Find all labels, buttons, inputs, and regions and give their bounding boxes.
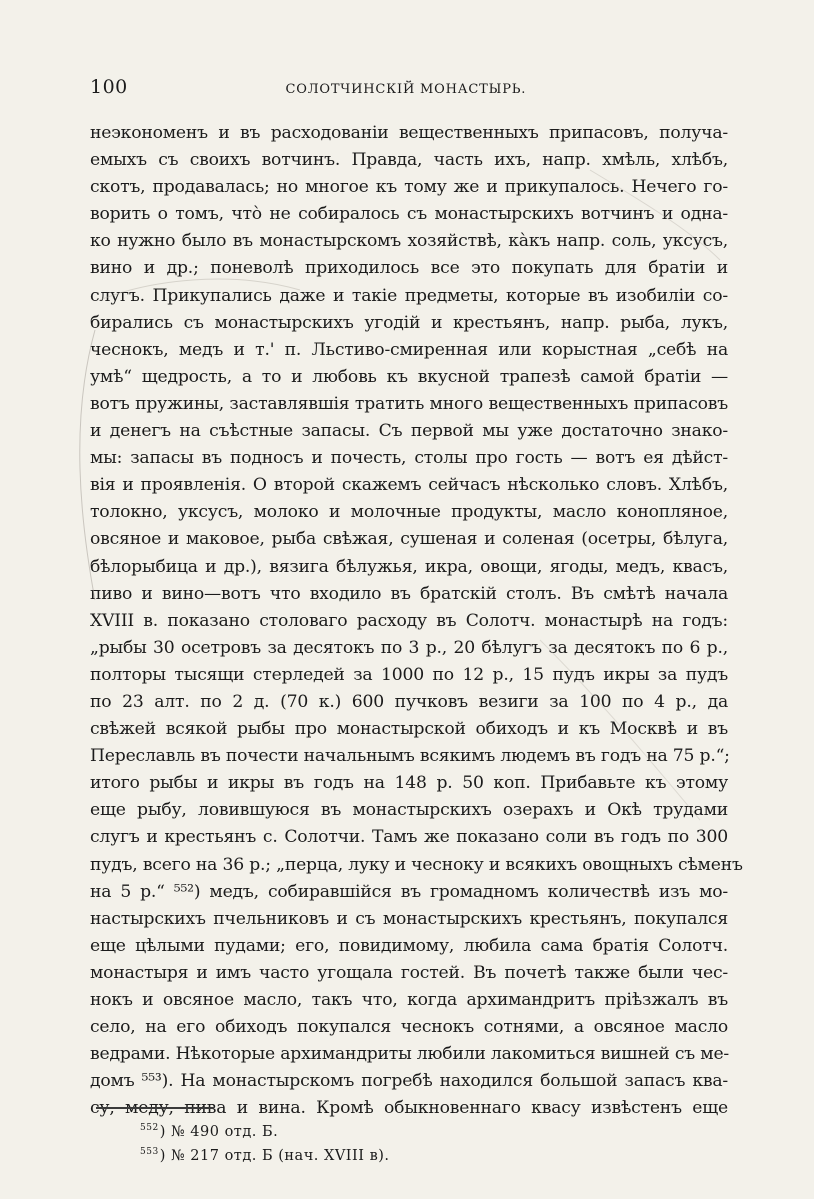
page-header	[90, 76, 724, 100]
text-line: настырскихъ пчельниковъ и съ монастырскихъ крестьянъ, покупался	[90, 908, 728, 929]
text-line: пудъ, всего на 36 р.; „перца, луку и чесноку и всякихъ овощныхъ сѣменъ	[90, 854, 743, 875]
text-line: толокно, уксусъ, молоко и молочные продукты, масло конопляное,	[90, 502, 728, 523]
text-line: скотъ, продавалась; но многое къ тому же и прикупалось. Нечего го-	[90, 177, 728, 198]
body-text	[90, 120, 743, 1122]
text-line: еще цѣлыми пудами; его, повидимому, любила сама братія Солотч.	[90, 935, 728, 956]
page-number: 100	[90, 76, 128, 98]
text-line: еще рыбу, ловившуюся въ монастырскихъ озерахъ и Окѣ трудами	[90, 800, 728, 821]
footnote-number: 553	[140, 1147, 159, 1158]
text-line: домъ ⁵⁵³). На монастырскомъ погребѣ находился большой запасъ ква-	[90, 1071, 728, 1092]
text-line: овсяное и маковое, рыба свѣжая, сушеная и соленая (осетры, бѣлуга,	[90, 529, 728, 550]
text-line: слугъ. Прикупались даже и такіе предметы, которые въ изобиліи со-	[90, 285, 728, 306]
text-line: ведрами. Нѣкоторые архимандриты любили лакомиться вишней съ ме-	[90, 1044, 730, 1065]
text-line: по 23 алт. по 2 д. (70 к.) 600 пучковъ везиги за 100 по 4 р., да	[90, 691, 728, 712]
text-line: бѣлорыбица и др.), вязига бѣлужья, икра, овощи, ягоды, медъ, квасъ,	[90, 556, 728, 577]
text-line: итого рыбы и икры въ годъ на 148 р. 50 коп. Прибавьте къ этому	[90, 773, 728, 794]
text-line: бирались съ монастырскихъ угодій и крестьянъ, напр. рыба, лукъ,	[90, 312, 728, 333]
text-line: полторы тысящи стерледей за 1000 по 12 р., 15 пудъ икры за пудъ	[90, 664, 728, 685]
footnotes	[140, 1120, 640, 1168]
footnote-separator-rule	[96, 1107, 214, 1109]
footnote	[140, 1144, 640, 1168]
text-line: вино и др.; поневолѣ приходилось все это покупать для братіи и	[90, 258, 728, 279]
text-line: и денегъ на съѣстные запасы. Съ первой мы уже достаточно знако-	[90, 421, 728, 442]
footnote-text: ) № 217 отд. Б (нач. XVIII в).	[159, 1148, 390, 1164]
text-line: „рыбы 30 осетровъ за десятокъ по 3 р., 20 бѣлугъ за десятокъ по 6 р.,	[90, 637, 728, 658]
text-line: чеснокъ, медъ и т.' п. Льстиво-смиренная или корыстная „себѣ на	[90, 339, 728, 360]
text-line: неэкономенъ и въ расходованіи вещественныхъ припасовъ, получа-	[90, 123, 728, 143]
text-line: свѣжей всякой рыбы про монастырской обиходъ и къ Москвѣ и въ	[90, 719, 728, 740]
text-line: слугъ и крестьянъ с. Солотчи. Тамъ же показано соли въ годъ по 300	[90, 827, 728, 848]
footnote-number: 552	[140, 1123, 159, 1134]
text-line: село, на его обиходъ покупался чеснокъ сотнями, а овсяное масло	[90, 1017, 728, 1038]
text-line: вія и проявленія. О второй скажемъ сейчасъ нѣсколько словъ. Хлѣбъ,	[90, 475, 728, 496]
footnote-text: ) № 490 отд. Б.	[159, 1124, 279, 1140]
text-line: емыхъ съ своихъ вотчинъ. Правда, часть ихъ, напр. хмѣль, хлѣбъ,	[90, 150, 728, 171]
text-line: мы: запасы въ подносъ и почесть, столы про гость — вотъ ея дѣйст-	[90, 448, 728, 469]
text-line: вотъ пружины, заставлявшія тратить много вещественныхъ припасовъ	[90, 393, 728, 414]
text-line: ворить о томъ, что̀ не собиралось съ монастырскихъ вотчинъ и одна-	[90, 204, 728, 225]
text-line: су, меду, пива и вина. Кромѣ обыкновеннаго квасу извѣстенъ еще	[90, 1098, 728, 1119]
text-line: XVIII в. показано столоваго расходу въ Солотч. монастырѣ на годъ:	[90, 610, 728, 631]
text-line: умѣ“ щедрость, а то и любовь къ вкусной трапезѣ самой братіи —	[90, 366, 728, 387]
running-title: СОЛОТЧИНСКІЙ МОНАСТЫРЬ.	[285, 82, 527, 97]
text-line: ко нужно было въ монастырскомъ хозяйствѣ, ка̀къ напр. соль, уксусъ,	[90, 231, 728, 252]
text-line: пиво и вино—вотъ что входило въ братскій столъ. Въ смѣтѣ начала	[90, 583, 728, 604]
text-line: на 5 р.“ ⁵⁵²) медъ, собиравшійся въ громадномъ количествѣ изъ мо-	[90, 881, 728, 902]
text-line: нокъ и овсяное масло, такъ что, когда архимандритъ пріѣзжалъ въ	[90, 990, 728, 1010]
footnote	[140, 1120, 640, 1144]
text-line: Переславль въ почести начальнымъ всякимъ людемъ въ годъ на 75 р.“;	[90, 746, 730, 767]
text-line: монастыря и имъ часто угощала гостей. Въ почетѣ также были чес-	[90, 962, 728, 983]
